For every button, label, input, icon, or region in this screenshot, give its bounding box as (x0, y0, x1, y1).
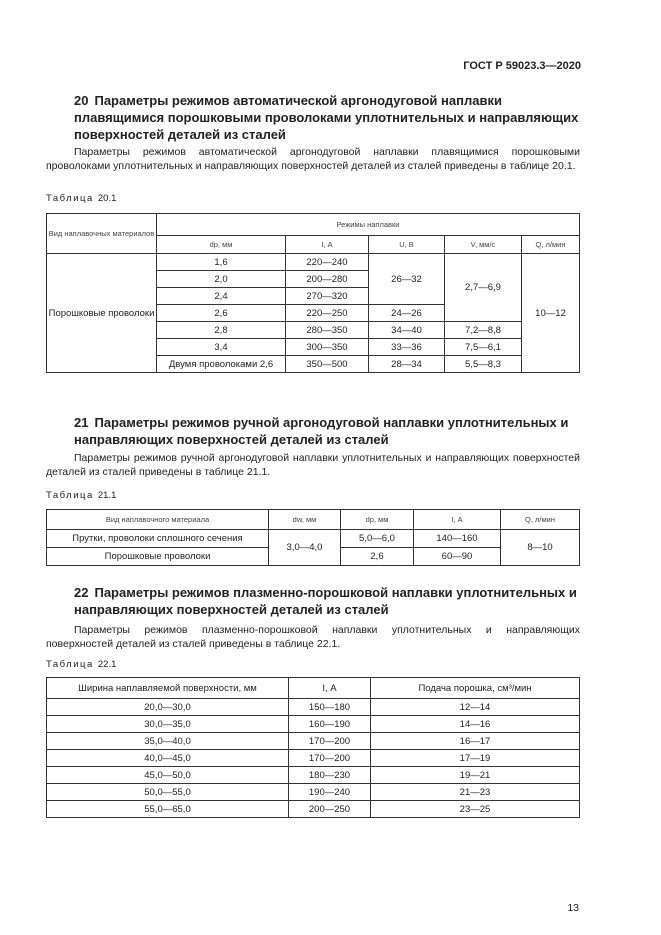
table-row (47, 767, 580, 784)
table-cell: 12—14 (371, 699, 580, 716)
table-cell: 40,0—45,0 (47, 750, 289, 767)
table-cell: 14—16 (371, 716, 580, 733)
table-cell: 150—180 (289, 699, 371, 716)
table-cell: 17—19 (371, 750, 580, 767)
section-22-text: Параметры режимов плазменно-порошковой наплавки уплотнительных и направляющих поверхностей деталей из сталей приведены в таблице 22.1. (46, 624, 580, 650)
table-row: Прутки, проволоки сплошного сечения 3,0—4,0 5,0—6,0 140—160 8—10 (47, 530, 580, 548)
table-cell: 19—21 (371, 767, 580, 784)
table-21-1: Вид наплавочного материала dw, мм dр, мм I, А Q, л/мин Прутки, проволоки сплошного сечения 3,0—4,0 5,0—6,0 140—160 8—10 Порошковые проволоки 2,6 60—90 (46, 509, 580, 566)
table-row: 2,4 270—320 (47, 288, 580, 305)
table-row (47, 716, 580, 733)
table-20-caption: Таблица 20.1 (46, 193, 117, 204)
table-row: 2,8 280—350 34—40 7,2—8,8 (47, 322, 580, 339)
table-cell: 170—200 (289, 733, 371, 750)
table-cell: 190—240 (289, 784, 371, 801)
table-cell: 50,0—55,0 (47, 784, 289, 801)
table-row: Двумя проволоками 2,6 350—500 28—34 5,5—8,3 (47, 356, 580, 373)
table-row: Порошковые проволоки 1,6 220—240 26—32 2,7—6,9 10—12 (47, 254, 580, 271)
table-cell: 170—200 (289, 750, 371, 767)
table-cell: 200—250 (289, 801, 371, 818)
section-22-heading: 22 Параметры режимов плазменно-порошковой наплавки уплотнительных и направляющих поверхностей деталей из сталей (74, 585, 577, 617)
table-cell: 30,0—35,0 (47, 716, 289, 733)
table-22-1: Ширина наплавляемой поверхности, мм I, А Подача порошка, см³/мин 20,0—30,0 150—180 12—14 30,0—35,0 160—190 14—16 35,0—40,0 170—200 16—17 40,0—45,0 170—200 17—19 45,0—50,0 180—230 19—21 50,0—55,0 190—240 21—23 55,0—65,0 200—250 23—25 (46, 677, 580, 818)
section-20-text: Параметры режимов автоматической аргонодуговой наплавки плавящимися порошковыми проволоками уплотнительных и направляющих поверхностей деталей из сталей приведены в таблице 20.1. (46, 146, 580, 172)
table-22-caption: Таблица 22.1 (46, 659, 117, 670)
table-cell: 20,0—30,0 (47, 699, 289, 716)
table-20-1: Вид наплавочных материалов Режимы наплавки dр, мм I, А U, В V, мм/с Q, л/мин Порошковые проволоки 1,6 220—240 26—32 2,7—6,9 10—12 2,0 200—280 2,4 270—320 2,6 220—250 24—26 2,8 280—350 34—40 7,2—8,8 3,4 300—350 33—36 7,5—6,1 Двумя проволоками 2,6 350—500 28—34 5,5—8,3 (46, 213, 580, 373)
table-cell: 55,0—65,0 (47, 801, 289, 818)
table-row (47, 750, 580, 767)
page-number: 13 (567, 902, 579, 914)
table-21-caption: Таблица 21.1 (46, 490, 117, 501)
table-cell: 21—23 (371, 784, 580, 801)
table-row: 3,4 300—350 33—36 7,5—6,1 (47, 339, 580, 356)
table-cell: 180—230 (289, 767, 371, 784)
table-row (47, 801, 580, 818)
table-row (47, 784, 580, 801)
table-cell: 16—17 (371, 733, 580, 750)
standard-header: ГОСТ Р 59023.3—2020 (463, 60, 581, 72)
table-row: 2,6 220—250 24—26 (47, 305, 580, 322)
section-21-heading: 21 Параметры режимов ручной аргонодуговой наплавки уплотнительных и направляющих поверхностей деталей из сталей (74, 415, 569, 447)
table-row (47, 699, 580, 716)
section-21-text: Параметры режимов ручной аргонодуговой наплавки уплотнительных и направляющих поверхностей деталей из сталей приведены в таблице 21.1. (46, 452, 580, 478)
table-cell: 45,0—50,0 (47, 767, 289, 784)
table-row: 2,0 200—280 (47, 271, 580, 288)
table-cell: 35,0—40,0 (47, 733, 289, 750)
table-cell: 23—25 (371, 801, 580, 818)
section-20-heading: 20 Параметры режимов автоматической аргонодуговой наплавки плавящимися порошковыми проволоками уплотнительных и направляющих поверхностей деталей из сталей (74, 93, 579, 142)
table-row: Порошковые проволоки 2,6 60—90 (47, 548, 580, 566)
table-row (47, 733, 580, 750)
table-cell: 160—190 (289, 716, 371, 733)
